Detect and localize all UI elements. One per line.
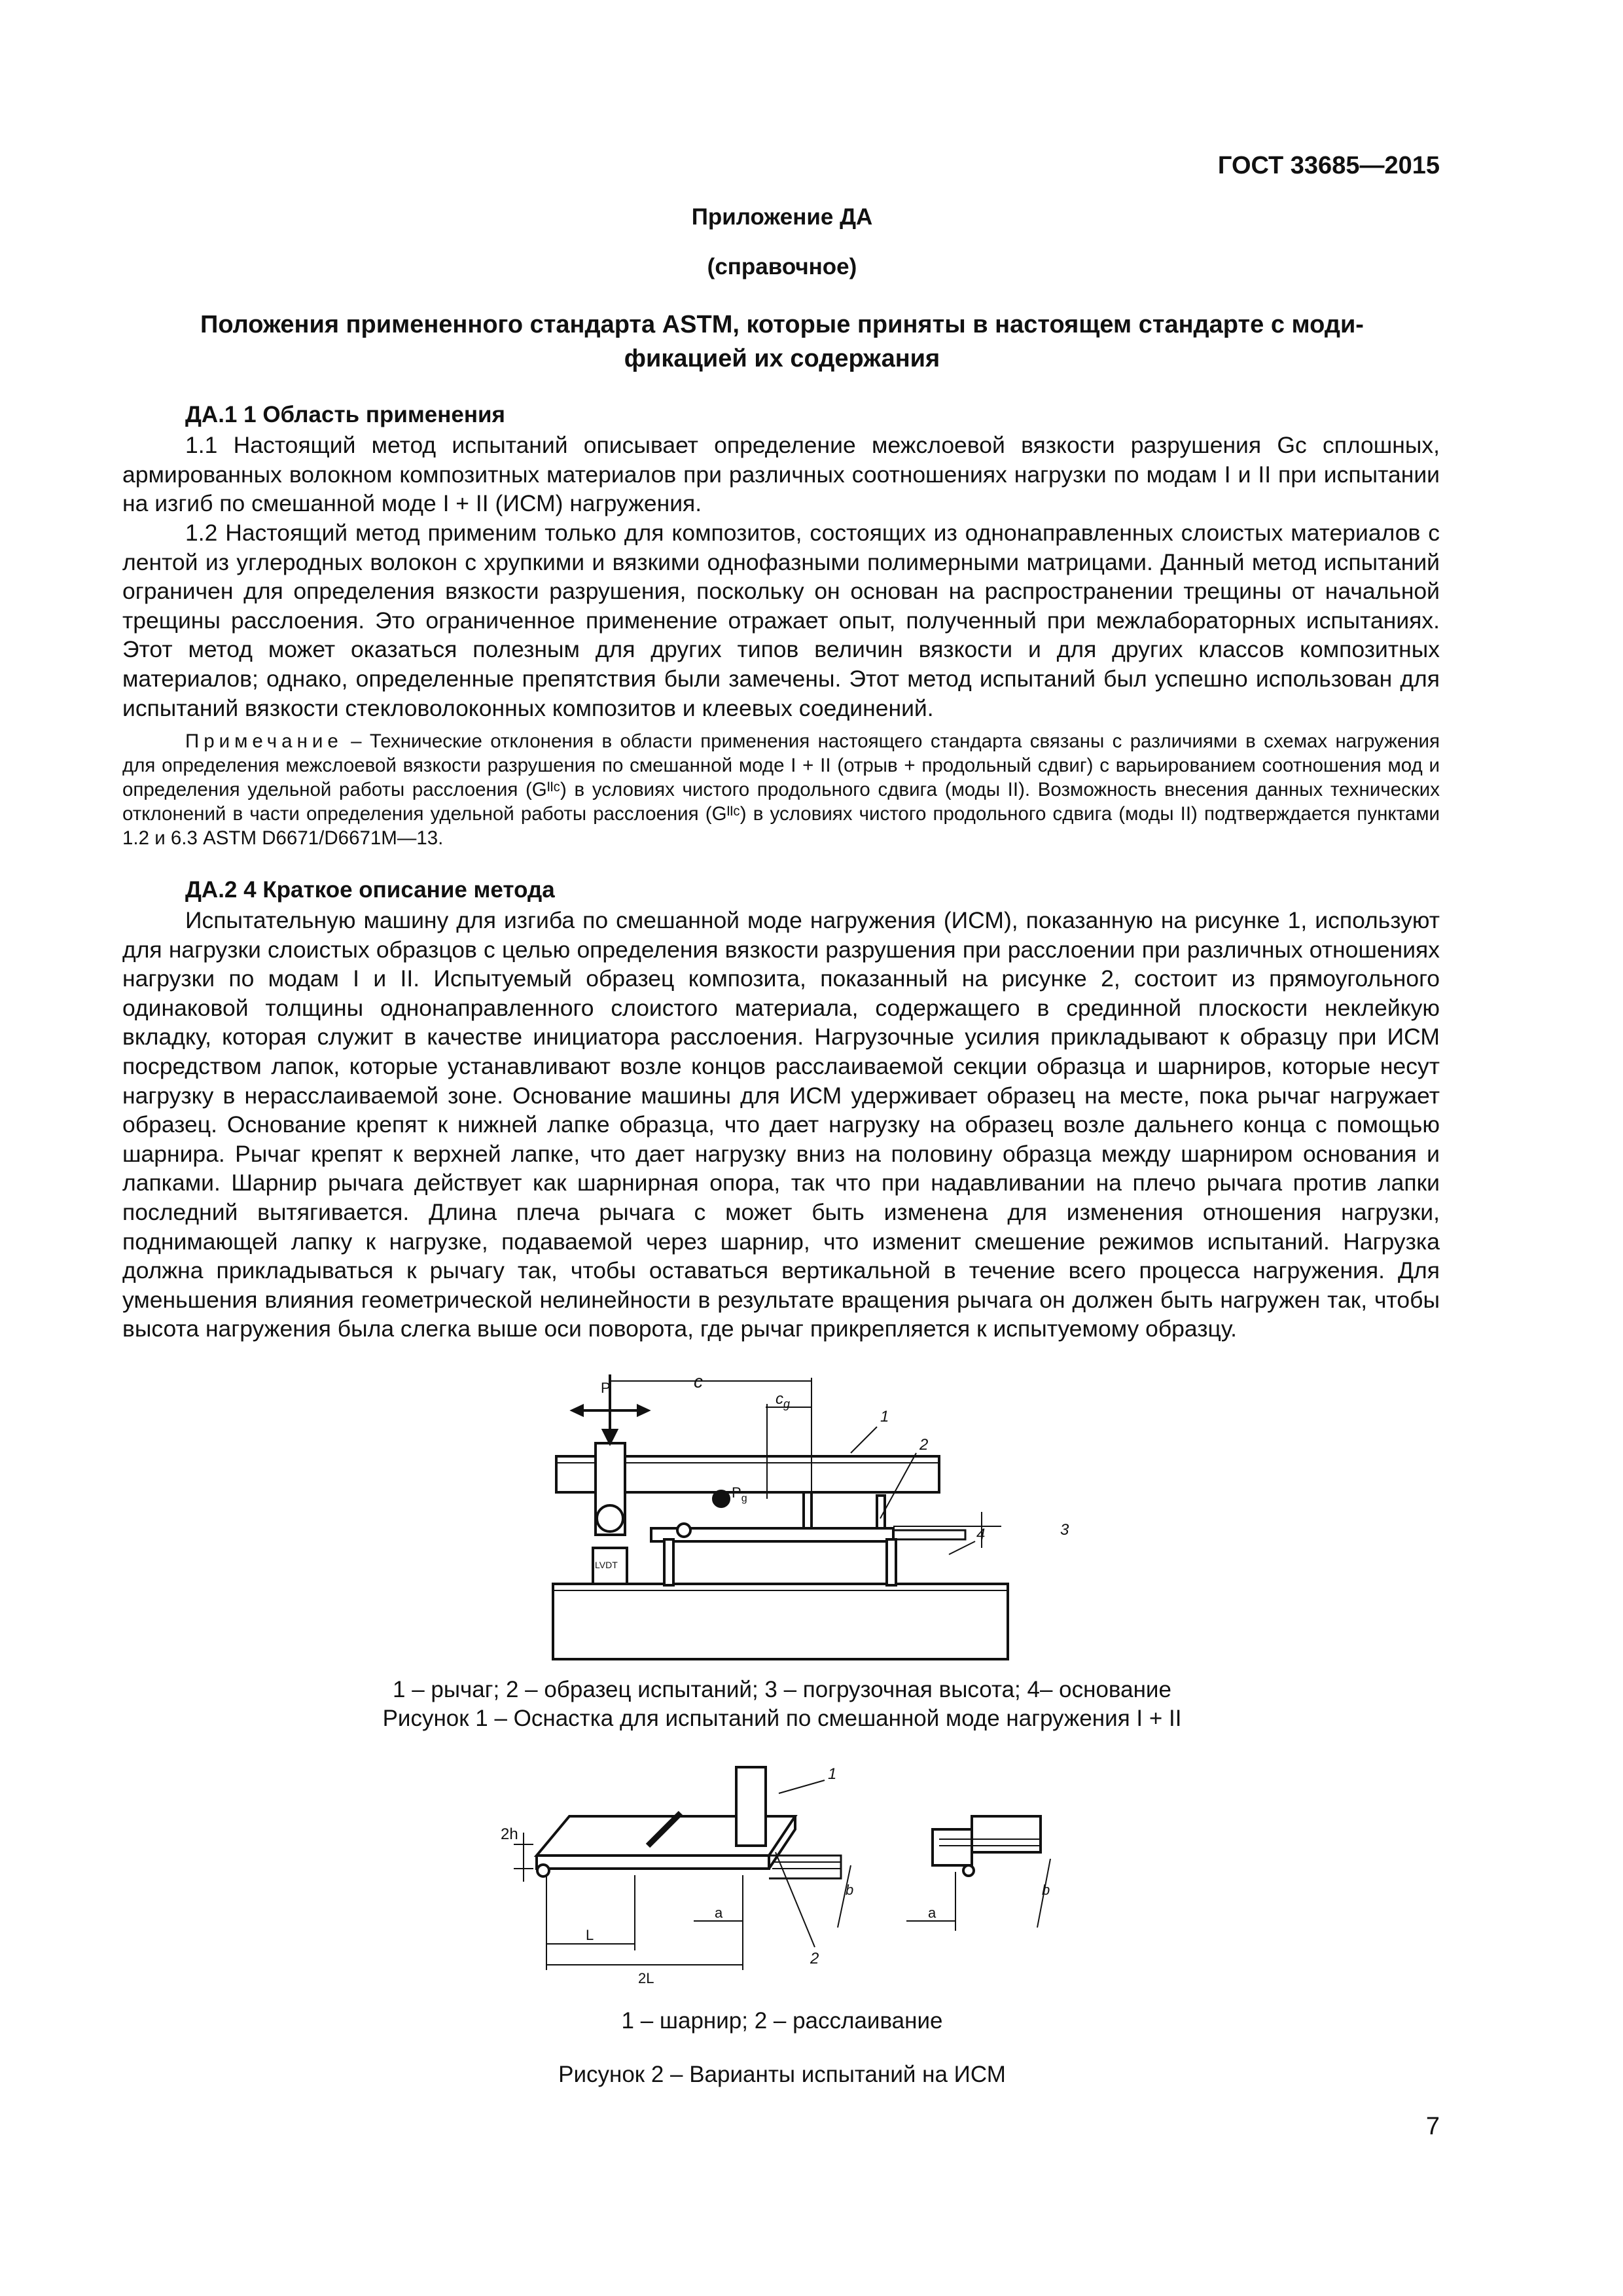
- dim-b-label: b: [846, 1882, 854, 1898]
- weight-pg-sub: g: [741, 1493, 747, 1504]
- dim-a-label: a: [715, 1905, 723, 1921]
- section2-heading: ДА.2 4 Краткое описание метода: [185, 877, 555, 903]
- callout-1: 1: [880, 1408, 889, 1426]
- dim-2l-label: 2L: [638, 1970, 654, 1986]
- page-number: 7: [1425, 2113, 1440, 2140]
- figure1-diagram: [524, 1368, 1099, 1669]
- figure2-legend: 1 – шарнир; 2 – расслаивание: [621, 2008, 943, 2034]
- annex-heading: [124, 308, 1440, 376]
- dim-2h-label: 2h: [501, 1825, 518, 1843]
- dim-c0-label: [776, 1390, 790, 1410]
- dim-c0-sub: g: [783, 1397, 791, 1410]
- annex-title: Приложение ДА: [691, 204, 873, 230]
- section1-heading: ДА.1 1 Область применения: [185, 402, 505, 427]
- hinge-tab: [736, 1767, 766, 1846]
- weight-pg-label: [732, 1484, 747, 1504]
- note: [122, 729, 1440, 850]
- section2-paragraph1: Испытательную машину для изгиба по смешанной моде нагружения (ИСМ), показанную на рисунке 1, используют для нагрузки слоистых образцов с целью определения вязкости разрушения при расслоении при различных отношениях нагрузки по модам I и II. Испытуемый образец композита, показанный на рисунке 2, состоит из прямоугольного одинаковой толщины однонаправленного слоистого материала, содержащего в срединной плоскости неклейкую вкладку, которая служит в качестве инициатора расслоения. Нагрузочные усилия прикладывают к образцу при ИСМ посредством лапок, которые устанавливают возле концов расслаиваемой секции образца и шарниров, которые несут нагрузку в нерасслаиваемой зоне. Основание машины для ИСМ удерживает образец на месте, пока рычаг нагружает образец. Основание крепят к нижней лапке образца, что дает нагрузку на образец возле дальнего конца с помощью шарнира. Рычаг крепят к верхней лапке, что дает нагрузку вниз на половину образца между шарниром основания и лапками. Шарнир рычага действует как шарнирная опора, так что при надавливании на плечо рычага против лапки последний вытягивается. Длина плеча рычага c может быть изменена для изменения отношения нагрузки, поднимающей лапку к нагрузке, подаваемой через шарнир, что изменит смешение режимов испытаний. Нагрузка должна прикладываться к рычагу так, чтобы оставаться вертикальной в течение всего процесса нагружения. Для уменьшения влияния геометрической нелинейности в результате вращения рычага он должен быть нагружен так, чтобы высота нагружения была слегка выше оси поворота, где рычаг прикрепляется к испытуемому образцу.: [122, 907, 1440, 1342]
- load-p-label: P: [601, 1380, 611, 1396]
- dim-c0-main: c: [776, 1390, 783, 1408]
- section1-paragraph1: 1.1 Настоящий метод испытаний описывает определение межслоевой вязкости разрушения Gᴄ сплошных, армированных волокном композитных материалов при различных соотношениях нагрузки по модам I и II при испытании на изгиб по смешанной моде I + II (ИСМ) нагружения.: [122, 432, 1440, 517]
- callout-4: 4: [976, 1526, 986, 1543]
- annex-heading-line2: фикацией их содержания: [624, 345, 940, 372]
- dim-a2-label: a: [928, 1905, 936, 1921]
- figure2-diagram: [497, 1754, 1086, 1990]
- dim-c-label: c: [694, 1371, 703, 1391]
- figure1-legend: 1 – рычаг; 2 – образец испытаний; 3 – погрузочная высота; 4– основание: [393, 1677, 1171, 1702]
- callout-2: 2: [919, 1436, 929, 1454]
- lvdt-label: LVDT: [595, 1560, 618, 1570]
- annex-heading-line1: Положения примененного стандарта ASTM, которые приняты в настоящем стандарте с моди-: [200, 311, 1364, 338]
- dim-l-label: L: [586, 1927, 594, 1943]
- figure2-caption: Рисунок 2 – Варианты испытаний на ИСМ: [558, 2062, 1006, 2087]
- callout-3: 3: [1060, 1521, 1069, 1539]
- figure1-caption: Рисунок 1 – Оснастка для испытаний по смешанной моде нагружения I + II: [382, 1706, 1182, 1731]
- dim-b2-label: b: [1042, 1882, 1050, 1898]
- note-text: – Технические отклонения в области применения настоящего стандарта связаны с различиями в схемах нагружения для определения межслоевой вязкости разрушения по смешанной моде I + II (отрыв + продольный сдвиг) с варьированием соотношения мод и определения удельной работы расслоения (Gᴵᴵᶜ) в условиях чистого продольного сдвига (моды II). Возможность внесения данных технических отклонений в части определения удельной работы расслоения (Gᴵᴵᶜ) в условиях чистого продольного сдвига (моды II) подтверждается пунктами 1.2 и 6.3 ASTM D6671/D6671M—13.: [122, 730, 1440, 849]
- note-label: Примечание: [185, 730, 343, 752]
- standard-number: ГОСТ 33685—2015: [1217, 152, 1440, 179]
- base-block: [553, 1584, 1008, 1659]
- callout-2: 2: [810, 1950, 819, 1967]
- annex-type: (справочное): [707, 254, 857, 279]
- section1-paragraph2: 1.2 Настоящий метод применим только для композитов, состоящих из однонаправленных слоистых материалов с лентой из углеродных волокон с хрупкими и вязкими однофазными полимерными матрицами. Данный метод испытаний ограничен для определения вязкости разрушения, поскольку он основан на распространении трещины от начальной трещины расслоения. Это ограниченное применение отражает опыт, полученный при межлабораторных испытаниях. Этот метод может оказаться полезным для других типов величин вязкости и для других классов композитных материалов; однако, определенные препятствия были замечены. Этот метод испытаний был успешно использован для испытаний вязкости стекловолоконных композитов и клеевых соединений.: [122, 520, 1440, 721]
- callout-1: 1: [828, 1765, 837, 1783]
- weight-pg-main: P: [732, 1484, 741, 1501]
